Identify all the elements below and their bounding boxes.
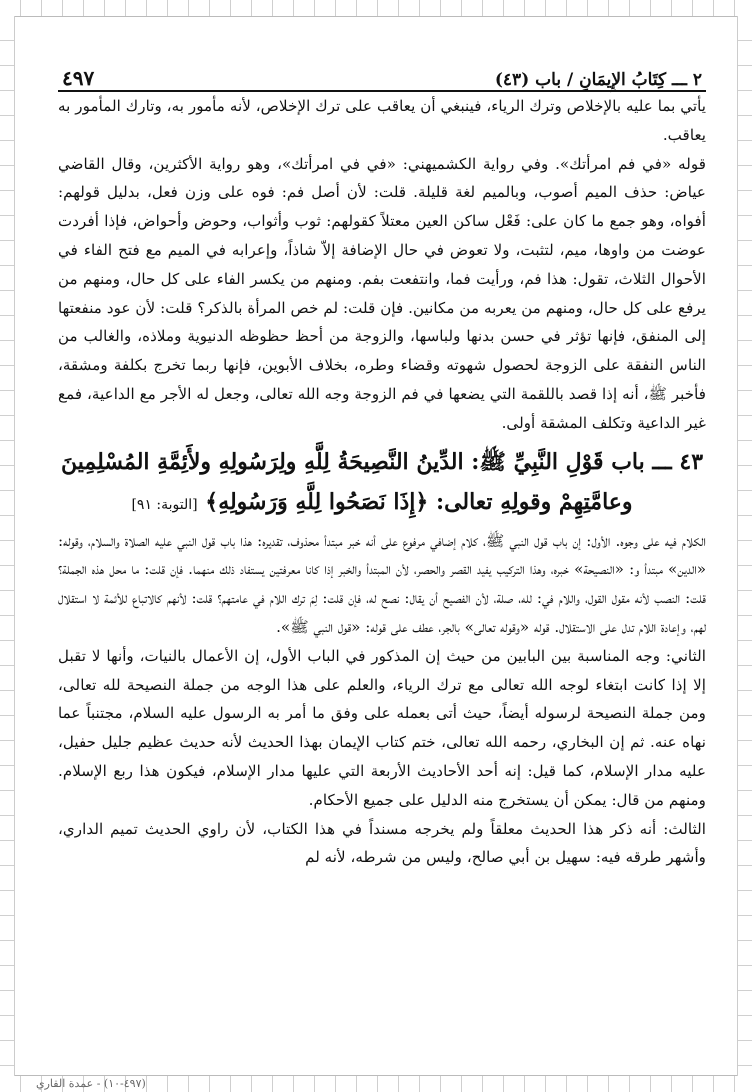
paragraph: الثاني: وجه المناسبة بين البابين من حيث إن المذكور في الباب الأول، إن الأعمال بالنيات، وأنها لا تقبل إلا إذا كانت ابتغاء لوجه الله تعالى مع ترك الرياء، والعلم على هذا الوجه من جملة النصيحة لله تعالى، ومن جملة النصيحة لرسوله أيضاً، حيث أتى بعمله على وفق ما أمر به الرسول عليه السلام، مجتنباً عما نهاه عنه. ثم إن البخاري، رحمه الله تعالى، ختم كتاب الإيمان بهذا الحديث لأنه حديث عظيم جليل حفيل، عليه مدار الإسلام، كما قيل: إنه أحد الأحاديث الأربعة التي عليها مدار الإسلام، فيكون هذا ربع الإسلام. ومنهم من قال: يمكن أن يستخرج منه الدليل على جميع الأحكام. — [58, 646, 706, 809]
chapter-title-line-1: ٤٣ ـــ باب قَوْلِ النَّبِيِّ ﷺ: الدِّينُ النَّصِيحَةُ لِلَّهِ ولِرَسُولِهِ ولأَئِمَّةِ المُسْلِمِينَ — [60, 448, 704, 475]
paragraph: قوله «في فم امرأتك». وفي رواية الكشميهني: «في في امرأتك»، وهو رواية الأكثرين، وقال القاضي عياض: حذف الميم أصوب، وبالميم لغة قليلة. قلت: لأن أصل فم: فوه على وزن فعل، بدليل قولهم: أفواه، وهو جمع ما كان على: فَعْل ساكن العين معتلاً كقولهم: ثوب وأثواب، وحوض وأحواض، فإذا أفردت عوضت من واوها، ميم، لتثبت، ولا تعوض في حال الإضافة إلاّ شاذاً، وإعرابه في الميم مع فتح الفاء في الأحوال الثلاث، تقول: هذا فم، ورأيت فما، وانتفعت بفم. ومنهم من يكسر الفاء على كل حال، ومنهم من يرفع على كل حال، ومنهم من يعربه من مكانين. فإن قلت: لم خص المرأة بالذكر؟ قلت: لأن عود منفعتها إلى المنفق، فإنها تؤثر في حسن بدنها ولباسها، والزوجة من أحظ حظوظه الدنيوية وملاذه، والغالب من الناس النفقة على الزوجة لحصول شهوته وقضاء وطره، بخلاف الأبوين، فإنها ربما تخرج بكلفة ومشقة، فأخبر ﷺ، أنه إذا قصد باللقمة التي يضعها في فم الزوجة وجه الله تعالى، وجعل له الأجر مع الداعية، فمع غير الداعية وتكلف المشقة أولى. — [58, 154, 706, 432]
header-title: ٢ ـــ كِتَابُ الإِيمَانِ / باب (٤٣) — [494, 70, 702, 90]
chapter-heading — [58, 442, 706, 525]
paragraph: يأتي بما عليه بالإخلاص وترك الرياء، فينبغي أن يعاقب على ترك الإخلاص، لأنه مأمور به، وتارك المأمور به يعاقب. — [58, 97, 706, 144]
page-number: ٤٩٧ — [62, 66, 95, 90]
running-header — [58, 46, 706, 92]
paragraph: الكلام فيه على وجوه. الأول: إن باب قول النبي ﷺ، كلام إضافي مرفوع على أنه خبر مبتدأ محذوف، تقديره: هذا باب قول النبي عليه الصلاة والسلام، وقوله: «الدين» مبتدأ و: «النصيحة» خبره، وهذا التركيب يفيد القصر والحصر، لأن المبتدأ والخبر إذا كانا معرفتين يستفاد ذلك منهما. فإن قلت: ما محل هذه الجملة؟ قلت: النصب لأنه مقول القول، واللام في: لله، صلة، لأن الفصيح أن يقال: نصح له، فإن قلت: لِمَ ترك اللام في عامتهم؟ قلت: لأنهم كالاتباع للأئمة لا استقلال لهم، وإعادة اللام تدل على الاستقلال. قوله «وقوله تعالى» بالجر، عطف على قوله: «قول النبي ﷺ». — [58, 531, 706, 636]
book-page — [58, 46, 706, 1066]
page-frame-top — [0, 0, 752, 17]
quran-reference: [التوبة: ٩١] — [131, 496, 198, 513]
chapter-title-line-2: وعامَّتِهِمْ وقولِهِ تعالى: ﴿إِذَا نَصَحُوا لِلَّهِ وَرَسُولِهِ﴾ — [205, 488, 633, 515]
footer-mark: (٤٩٧-١٠) - عمدة القاري — [36, 1077, 146, 1090]
page-frame-bottom — [0, 1075, 752, 1092]
page-body — [58, 92, 706, 872]
page-frame-right — [737, 16, 752, 1076]
page-frame-left — [0, 16, 15, 1076]
paragraph: الثالث: أنه ذكر هذا الحديث معلقاً ولم يخرجه مسنداً في هذا الكتاب، لأن راوي الحديث تميم الداري، وأشهر طرقه فيه: سهيل بن أبي صالح، وليس من شرطه، لأنه لم — [58, 819, 706, 867]
